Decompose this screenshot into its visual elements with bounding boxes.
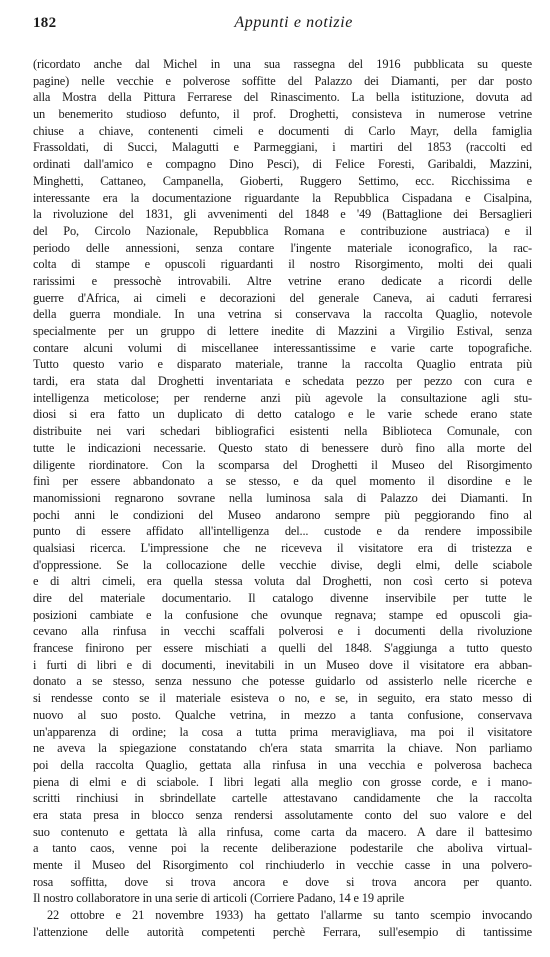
text-line: periodo delle annessioni, senza contare l'ingente materiale iconografico, la rac-: [33, 240, 532, 255]
text-line: chiuse a chiave, contenenti cimeli e documenti di Carlo Mayr, della famiglia: [33, 123, 532, 138]
text-line: ordinati dall'amico e compagno Dino Pesci), di Felice Foresti, Garibaldi, Mazzini,: [33, 157, 532, 172]
text-line: Minghetti, Cattaneo, Campanella, Gioberti, Ruggero Settimo, ecc. Ricchissima e: [33, 173, 532, 188]
text-line: Il nostro collaboratore in una serie di articoli (Corriere Padano, 14 e 19 aprile: [33, 891, 405, 906]
text-line: un'apparenza di ordine; la cosa a tutta prima meravigliava, ma poi il visitatore: [33, 724, 532, 739]
text-line: della guerra mondiale. In una vetrina si conservava la raccolta Quaglio, notevole: [33, 307, 532, 322]
page-number: 182: [33, 15, 57, 31]
text-line: dire del materiale documentario. Il catalogo divenne inservibile per tutte le: [33, 591, 532, 605]
text-line: tardi, era stata dal Droghetti inventariata e schedata pezzo per pezzo con cura e: [33, 374, 532, 389]
text-line: rosa soffitta, dove si trova ancora e dove si trova ancora per quanto.: [33, 874, 532, 889]
text-line: mente il Museo del Risorgimento col rinchiuderlo in vecchie casse in una polvero-: [33, 858, 532, 872]
text-line: posizioni cambiate e la confusione che ovunque regnava; stampe ed opuscoli gia-: [33, 607, 532, 622]
text-line: guerre d'Africa, ai cimeli e decorazioni del generale Caneva, ai caduti ferraresi: [33, 290, 532, 305]
text-line: (ricordato anche dal Michel in una sua rassegna del 1916 pubblicata su queste: [33, 57, 532, 71]
text-line: si rendesse conto se il materiale esisteva o no, e se, in seguito, era stato messo di: [33, 691, 532, 706]
running-head: Appunti e notizie: [234, 14, 353, 31]
text-line: Tutto questo vario e disparato materiale, tranne la raccolta Quaglio entrata più: [33, 357, 532, 372]
text-line: pagine) nelle vecchie e polverose soffitte del Palazzo dei Diamanti, per dar posto: [33, 73, 532, 88]
text-line: [33, 940, 532, 957]
text-line: manomissioni regnarono sovrane nella luminosa sala di Palazzo dei Diamanti. In: [33, 490, 532, 505]
text-line: ne aveva la spiegazione constatando ch'era stata smarrita la chiave. Non parliamo: [33, 741, 532, 756]
text-line: diosi si era fatto un duplicato di detto catalogo e le varie schede erano state: [33, 407, 532, 422]
text-line: specialmente per un gruppo di lettere inedite di Mazzini a Virgilio Estival, senza: [33, 324, 532, 338]
text-line: francese finirono per essere mischiati a quelli del 1848. S'aggiunga a tutto questo: [33, 641, 532, 656]
text-line: 22 ottobre e 21 novembre 1933) ha gettato l'allarme su tanto scempio invocando: [47, 908, 532, 923]
text-line: pochi anni le condizioni del Museo andarono sempre più peggiorando fino al: [33, 507, 532, 522]
text-line: colta di stampe e opuscoli riguardanti il nostro Risorgimento, molti dei quali: [33, 257, 532, 272]
page-header: [33, 14, 528, 34]
text-line: cevano alla rinfusa in vecchi scaffali polverosi e i documenti della rivoluzione: [33, 624, 532, 639]
text-line: rarissimi e pressochè introvabili. Altre vetrine erano dedicate a ricordi delle: [33, 273, 532, 288]
text-line: qualsiasi ricerca. L'impressione che ne riceveva il visitatore era di tristezza e: [33, 540, 532, 555]
text-line: poi della raccolta Quaglio, gettata alla rinfusa in una vecchia e polverosa bacheca: [33, 757, 532, 772]
text-line: scritti rinchiusi in sbrindellate cartelle attestavano candidamente che la raccolta: [33, 791, 532, 806]
text-line: i furti di libri e di documenti, inevitabili in un Museo dove il visitatore era abban-: [33, 657, 532, 672]
text-line: interessante era la documentazione riguardante la Repubblica Cispadana e Cisalpina,: [33, 190, 532, 205]
text-line: punto di essere affidato all'intelligenza del... custode e da rendere impossibile: [33, 524, 532, 539]
text-line: l'attenzione delle autorità competenti perchè Ferrara, sull'esempio di tantissime: [33, 924, 532, 939]
text-line: distribuite nei vari schedari bibliografici esistenti nella Biblioteca Comunale, con: [33, 424, 532, 439]
text-line: finì per essere abbandonato a se stesso, e da quel momento il disordine e le: [33, 474, 532, 489]
text-line: suo contenuto e gettata là alla rinfusa, come carta da macero. A dare il battesimo: [33, 824, 532, 839]
text-line: donato a se stesso, senza nessuno che potesse guidarlo od assisterlo nelle ricerche e: [33, 674, 532, 689]
text-line: a tanto caos, venne poi la recente deliberazione podestarile che abolivа virtual-: [33, 841, 532, 856]
text-line: era stata presa in blocco senza rendersi assolutamente conto del suo valore e del: [33, 807, 532, 822]
text-line: nuovo al suo posto. Qualche vetrina, in mezzo a tanta confusione, conservava: [33, 707, 532, 722]
text-line: piena di elmi e di sciabole. I libri legati alla meglio con grosse corde, e i mano-: [33, 774, 532, 789]
text-line: contare alcuni volumi di miscellanee interessantissime e varie carte topografiche.: [33, 340, 532, 355]
text-line: tutte le indicazioni necessarie. Questo stato di benessere durò fino alla morte del: [33, 440, 532, 455]
text-line: un benemerito studioso defunto, il prof. Droghetti, consisteva in numerose vetrine: [33, 107, 532, 122]
text-line: Frassoldati, di Succi, Malagutti e Parmeggiani, i martiri del 1853 (raccolti ed: [33, 140, 532, 155]
text-line: diligente riordinatore. Con la scomparsa del Droghetti il Museo del Risorgimento: [33, 457, 532, 472]
text-line: la rivoluzione del 1831, gli avvenimenti del 1848 e '49 (Battaglione dei Bersaglieri: [33, 207, 532, 222]
text-line: d'oppressione. Se la collocazione delle vecchie divise, degli elmi, delle sciabole: [33, 557, 532, 572]
body-text: [33, 56, 532, 957]
text-line: alla Mostra della Pittura Ferrarese del Rinascimento. La bella istituzione, dovuta ad: [33, 90, 532, 105]
text-line: del Po, Circolo Nazionale, Repubblica Romana e contribuzione austriaca) e il: [33, 223, 532, 238]
text-line: e di altri cimeli, era quella stessa voluta dal Droghetti, non così certo si poteva: [33, 574, 532, 589]
text-line: intelligenza meticolose; per renderne anzi più agevole la consultazione agli stu-: [33, 390, 532, 405]
